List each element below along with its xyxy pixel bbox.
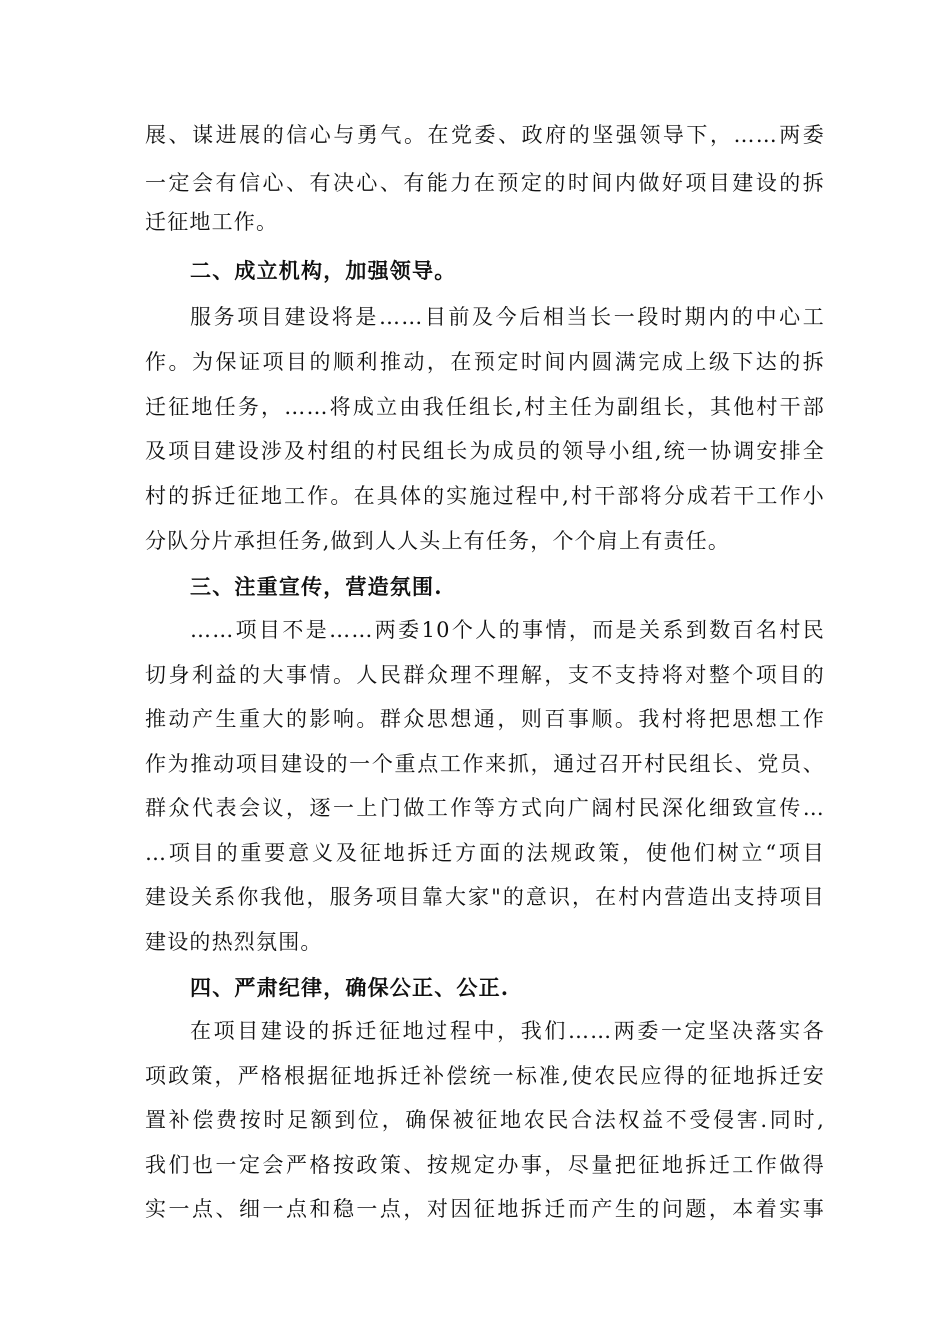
text-line: 服务项目建设将是……目前及今后相当长一段时期内的中心工 [190, 305, 825, 329]
text-line: 我们也一定会严格按政策、按规定办事，尽量把征地拆迁工作做得 [145, 1153, 825, 1177]
text-line: 村的拆迁征地工作。在具体的实施过程中,村干部将分成若干工作小 [145, 484, 825, 508]
text-line: 切身利益的大事情。人民群众理不理解，支不支持将对整个项目的 [145, 663, 825, 687]
text-line: 作。为保证项目的顺利推动，在预定时间内圆满完成上级下达的拆 [145, 350, 825, 374]
text-line: 在项目建设的拆迁征地过程中，我们……两委一定坚决落实各 [190, 1019, 825, 1043]
text-line: 分队分片承担任务,做到人人头上有任务，个个肩上有责任。 [145, 529, 731, 553]
section-heading-3: 三、注重宣传，营造氛围. [190, 574, 443, 599]
section-heading-2: 二、成立机构，加强领导。 [190, 258, 457, 283]
text-line: …项目的重要意义及征地拆迁方面的法规政策，使他们树立“项目 [145, 841, 825, 865]
text-line: 实一点、细一点和稳一点，对因征地拆迁而产生的问题，本着实事 [145, 1197, 825, 1221]
text-line: 一定会有信心、有决心、有能力在预定的时间内做好项目建设的拆 [145, 171, 825, 195]
section-heading-4: 四、严肃纪律，确保公正、公正. [190, 975, 510, 1000]
text-line: 迁征地任务，……将成立由我任组长,村主任为副组长，其他村干部 [145, 395, 825, 419]
text-line: 建设的热烈氛围。 [145, 930, 323, 954]
text-line: 及项目建设涉及村组的村民组长为成员的领导小组,统一协调安排全 [145, 439, 825, 463]
text-line: 群众代表会议，逐一上门做工作等方式向广阔村民深化细致宣传… [145, 796, 825, 820]
text-line: 建设关系你我他，服务项目靠大家"的意识，在村内营造出支持项目 [145, 885, 825, 909]
text-line: 推动产生重大的影响。群众思想通，则百事顺。我村将把思想工作 [145, 707, 825, 731]
text-line: 作为推动项目建设的一个重点工作来抓，通过召开村民组长、党员、 [145, 752, 825, 776]
text-line: ……项目不是……两委10个人的事情，而是关系到数百名村民 [190, 618, 825, 642]
text-line: 迁征地工作。 [145, 210, 279, 234]
text-line: 展、谋进展的信心与勇气。在党委、政府的坚强领导下，……两委 [145, 123, 825, 147]
text-line: 置补偿费按时足额到位，确保被征地农民合法权益不受侵害.同时, [145, 1108, 825, 1132]
text-line: 项政策，严格根据征地拆迁补偿统一标准,使农民应得的征地拆迁安 [145, 1064, 825, 1088]
